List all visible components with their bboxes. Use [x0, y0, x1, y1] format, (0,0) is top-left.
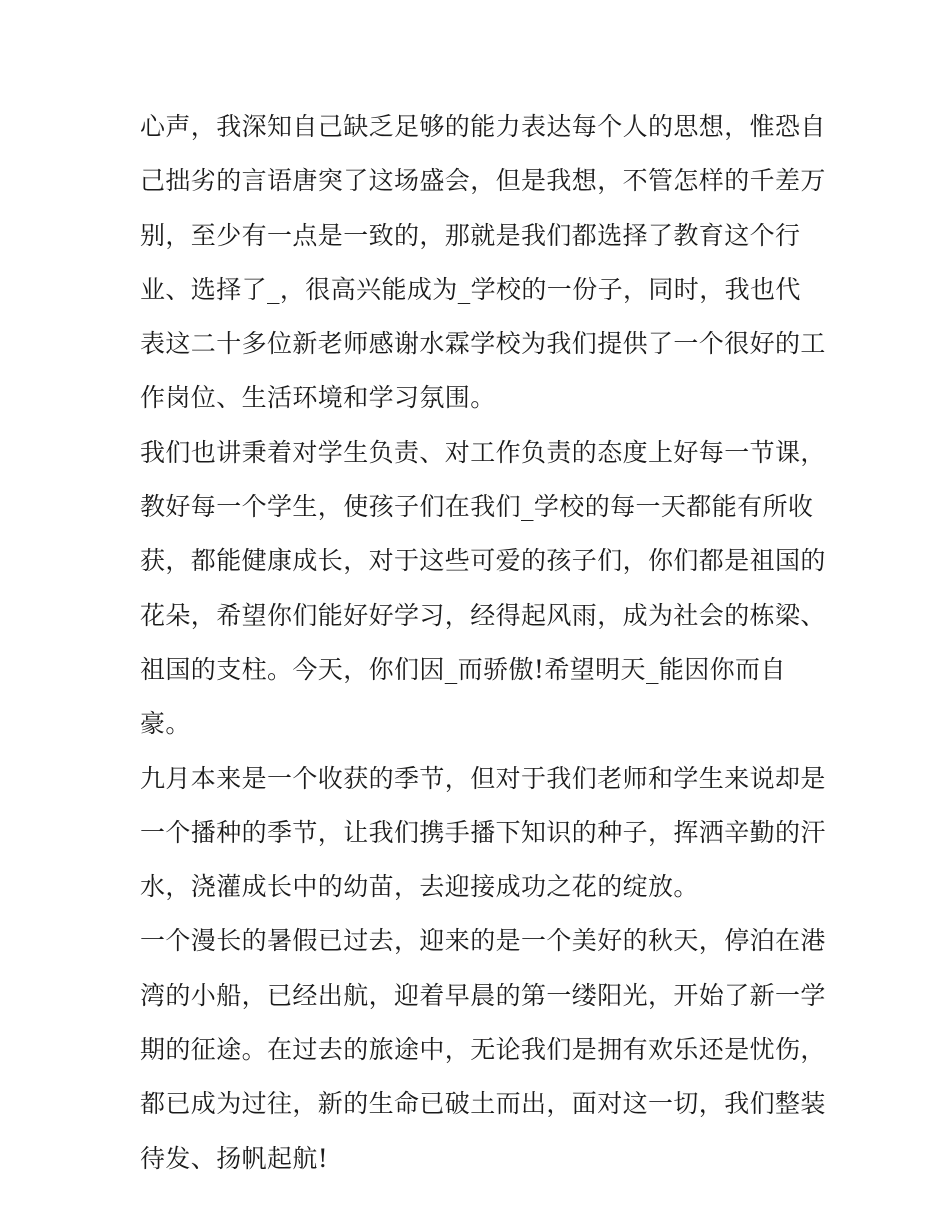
text-line: 都已成为过往，新的生命已破土而出，面对这一切，我们整装	[140, 1089, 826, 1119]
text-line: 湾的小船，已经出航，迎着早晨的第一缕阳光，开始了新一学	[140, 980, 826, 1010]
text-line: 期的征途。在过去的旅途中，无论我们是拥有欢乐还是忧伤，	[140, 1035, 826, 1065]
text-line: 己拙劣的言语唐突了这场盛会，但是我想，不管怎样的千差万	[140, 166, 826, 196]
text-line: 九月本来是一个收获的季节，但对于我们老师和学生来说却是	[140, 763, 826, 793]
text-line: 豪。	[140, 709, 191, 739]
text-line: 待发、扬帆起航!	[140, 1143, 329, 1173]
text-line: 心声，我深知自己缺乏足够的能力表达每个人的思想，惟恐自	[140, 112, 826, 141]
text-line: 教好每一个学生，使孩子们在我们_学校的每一天都能有所收	[140, 492, 814, 522]
text-line: 水，浇灌成长中的幼苗，去迎接成功之花的绽放。	[140, 872, 699, 902]
text-line: 业、选择了_，很高兴能成为_学校的一份子，同时，我也代	[140, 274, 801, 304]
text-line: 表这二十多位新老师感谢水霖学校为我们提供了一个很好的工	[140, 329, 826, 359]
text-line: 别，至少有一点是一致的，那就是我们都选择了教育这个行	[140, 220, 801, 250]
text-line: 获，都能健康成长，对于这些可爱的孩子们，你们都是祖国的	[140, 546, 826, 576]
text-line: 花朵，希望你们能好好学习，经得起风雨，成为社会的栋梁、	[140, 600, 826, 630]
text-line: 我们也讲秉着对学生负责、对工作负责的态度上好每一节课，	[140, 437, 826, 467]
text-line: 一个播种的季节，让我们携手播下知识的种子，挥洒辛勤的汗	[140, 817, 826, 847]
document-body-text	[140, 100, 826, 1186]
text-line: 祖国的支柱。今天，你们因_而骄傲!希望明天_能因你而自	[140, 654, 786, 684]
text-line: 一个漫长的暑假已过去，迎来的是一个美好的秋天，停泊在港	[140, 926, 826, 956]
text-line: 作岗位、生活环境和学习氛围。	[140, 383, 496, 413]
